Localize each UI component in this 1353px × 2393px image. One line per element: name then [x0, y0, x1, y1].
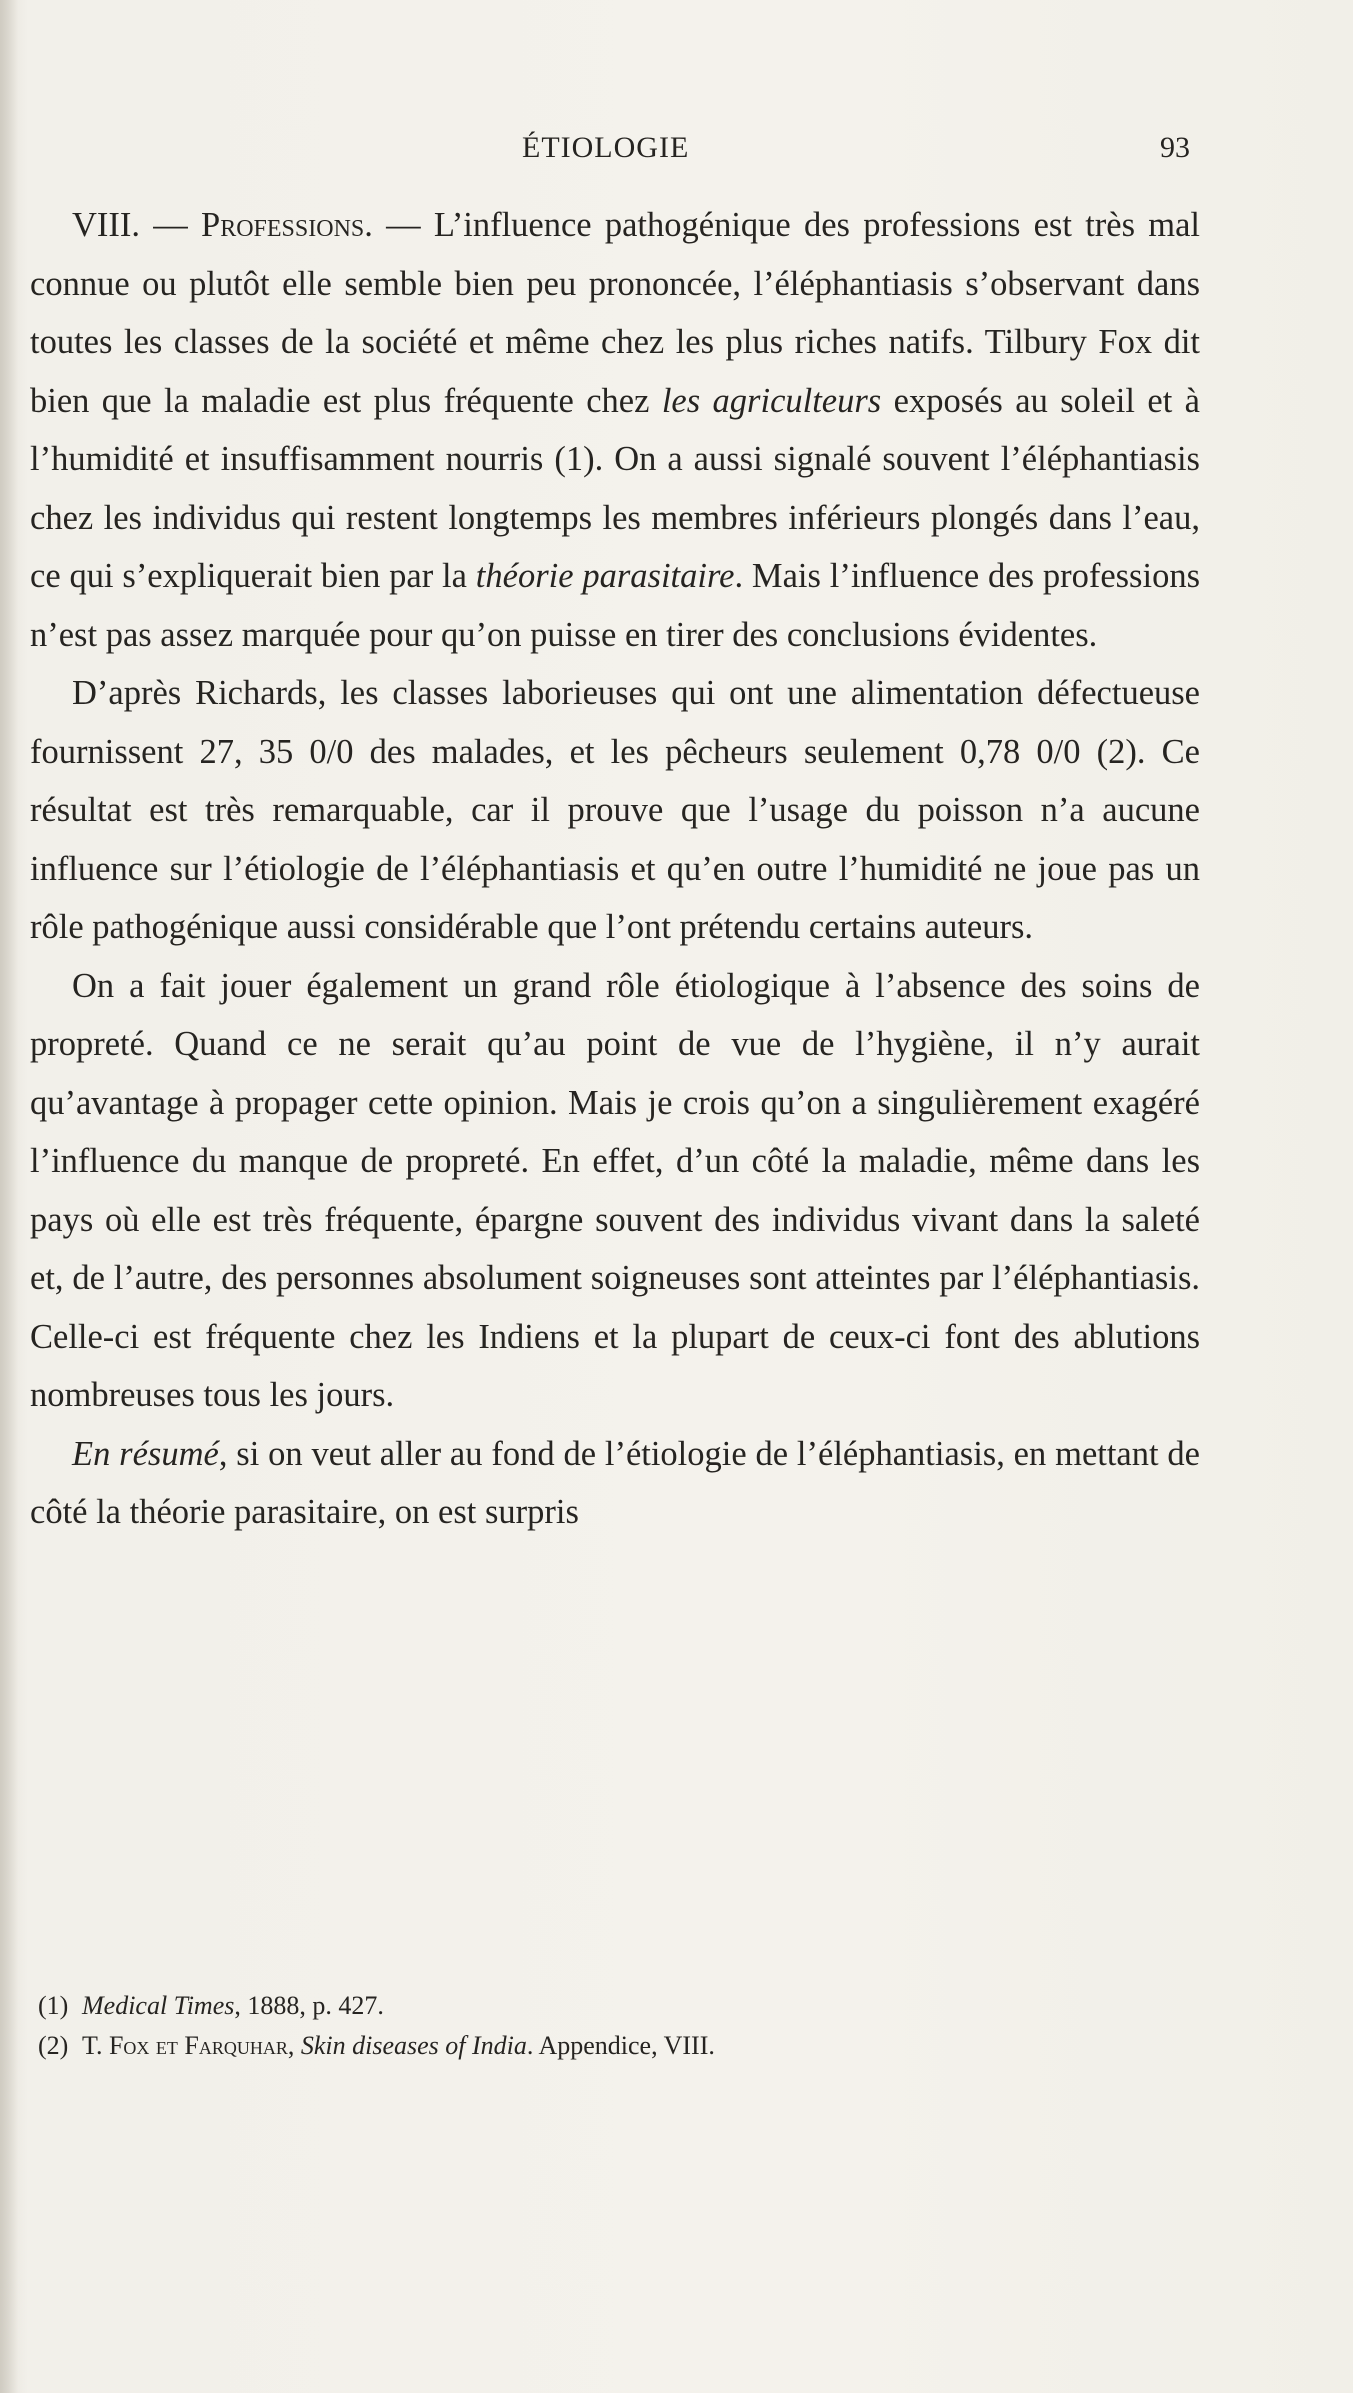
footnote-2: [38, 2026, 1198, 2066]
footnote-source: Medical Times: [82, 1991, 235, 2020]
paragraph-text: L’influence pathogénique des professions est très mal connue ou plutôt elle semble bien peu prononcée, l’éléphantiasis s’observant dans toutes les classes de la société et même chez les plus riches natifs. Tilbury Fox dit bien que la maladie est plus fréquente chez: [30, 206, 1200, 420]
section-heading-tail: . —: [364, 206, 434, 244]
paragraph-text: On a fait jouer également un grand rôle étiologique à l’absence des soins de propreté. Quand ce ne serait qu’au point de vue de l’hygiène, il n’y aurait qu’avantage à propager cette opinion. Mais je crois qu’on a singulièrement exagéré l’influence du manque de propreté. En effet, d’un côté la maladie, même dans les pays où elle est très fréquente, épargne souvent des individus vivant dans la saleté et, de l’autre, des personnes absolument soigneuses sont atteintes par l’éléphantiasis. Celle-ci est fréquente chez les Indiens et la plupart de ceux-ci font des ablutions nombreuses tous les jours.: [30, 966, 1200, 1414]
footnote-separator: ,: [287, 2031, 301, 2060]
page-number: 93: [1160, 131, 1190, 164]
paragraph-professions: [30, 196, 1200, 664]
footnote-source: Skin diseases of India: [300, 2031, 527, 2060]
paragraph-text: exposés au soleil et à l’humidité et insuffisamment nourris (1). On a aussi signalé souvent l’éléphantiasis chez les individus qui restent longtemps les membres inférieurs plongés dans l’eau, ce qui s’expliquerait bien par la: [30, 381, 1200, 595]
footnote-text: . Appendice, VIII.: [526, 2031, 715, 2060]
italic-phrase: En résumé: [72, 1434, 219, 1473]
footnote-number: (1): [38, 1991, 69, 2020]
footnotes: [38, 1986, 1198, 2066]
paragraph-resume: [30, 1425, 1200, 1542]
paragraph-text: , si on veut aller au fond de l’étiologie de l’éléphantiasis, en mettant de côté la théorie parasitaire, on est surpris: [30, 1434, 1200, 1531]
section-heading: Professions: [201, 206, 365, 244]
running-title: ÉTIOLOGIE: [522, 131, 690, 164]
italic-phrase: les agriculteurs: [661, 381, 882, 420]
paragraph-richards: [30, 664, 1200, 957]
footnote-authors: T. Fox et Farquhar: [82, 2031, 288, 2060]
paragraph-text: D’après Richards, les classes laborieuses qui ont une alimentation défectueuse fournissent 27, 35 0/0 des malades, et les pêcheurs seulement 0,78 0/0 (2). Ce résultat est très remarquable, car il prouve que l’usage du poisson n’a aucune influence sur l’étiologie de l’éléphantiasis et qu’en outre l’humidité ne joue pas un rôle pathogénique aussi considérable que l’ont prétendu certains auteurs.: [30, 674, 1200, 946]
page-gutter-shadow: [0, 0, 18, 2393]
footnote-1: [38, 1986, 1198, 2026]
italic-phrase: théorie parasitaire: [475, 557, 735, 595]
footnote-number: (2): [38, 2031, 69, 2060]
paragraph-proprete: [30, 957, 1200, 1425]
footnote-text: , 1888, p. 427.: [234, 1991, 384, 2020]
body-text: [30, 196, 1200, 1542]
paragraph-text: . Mais l’influence des professions n’est pas assez marquée pour qu’on puisse en tirer des conclusions évidentes.: [30, 557, 1200, 654]
page-header: [0, 131, 1353, 171]
section-number: VIII. —: [72, 206, 202, 244]
